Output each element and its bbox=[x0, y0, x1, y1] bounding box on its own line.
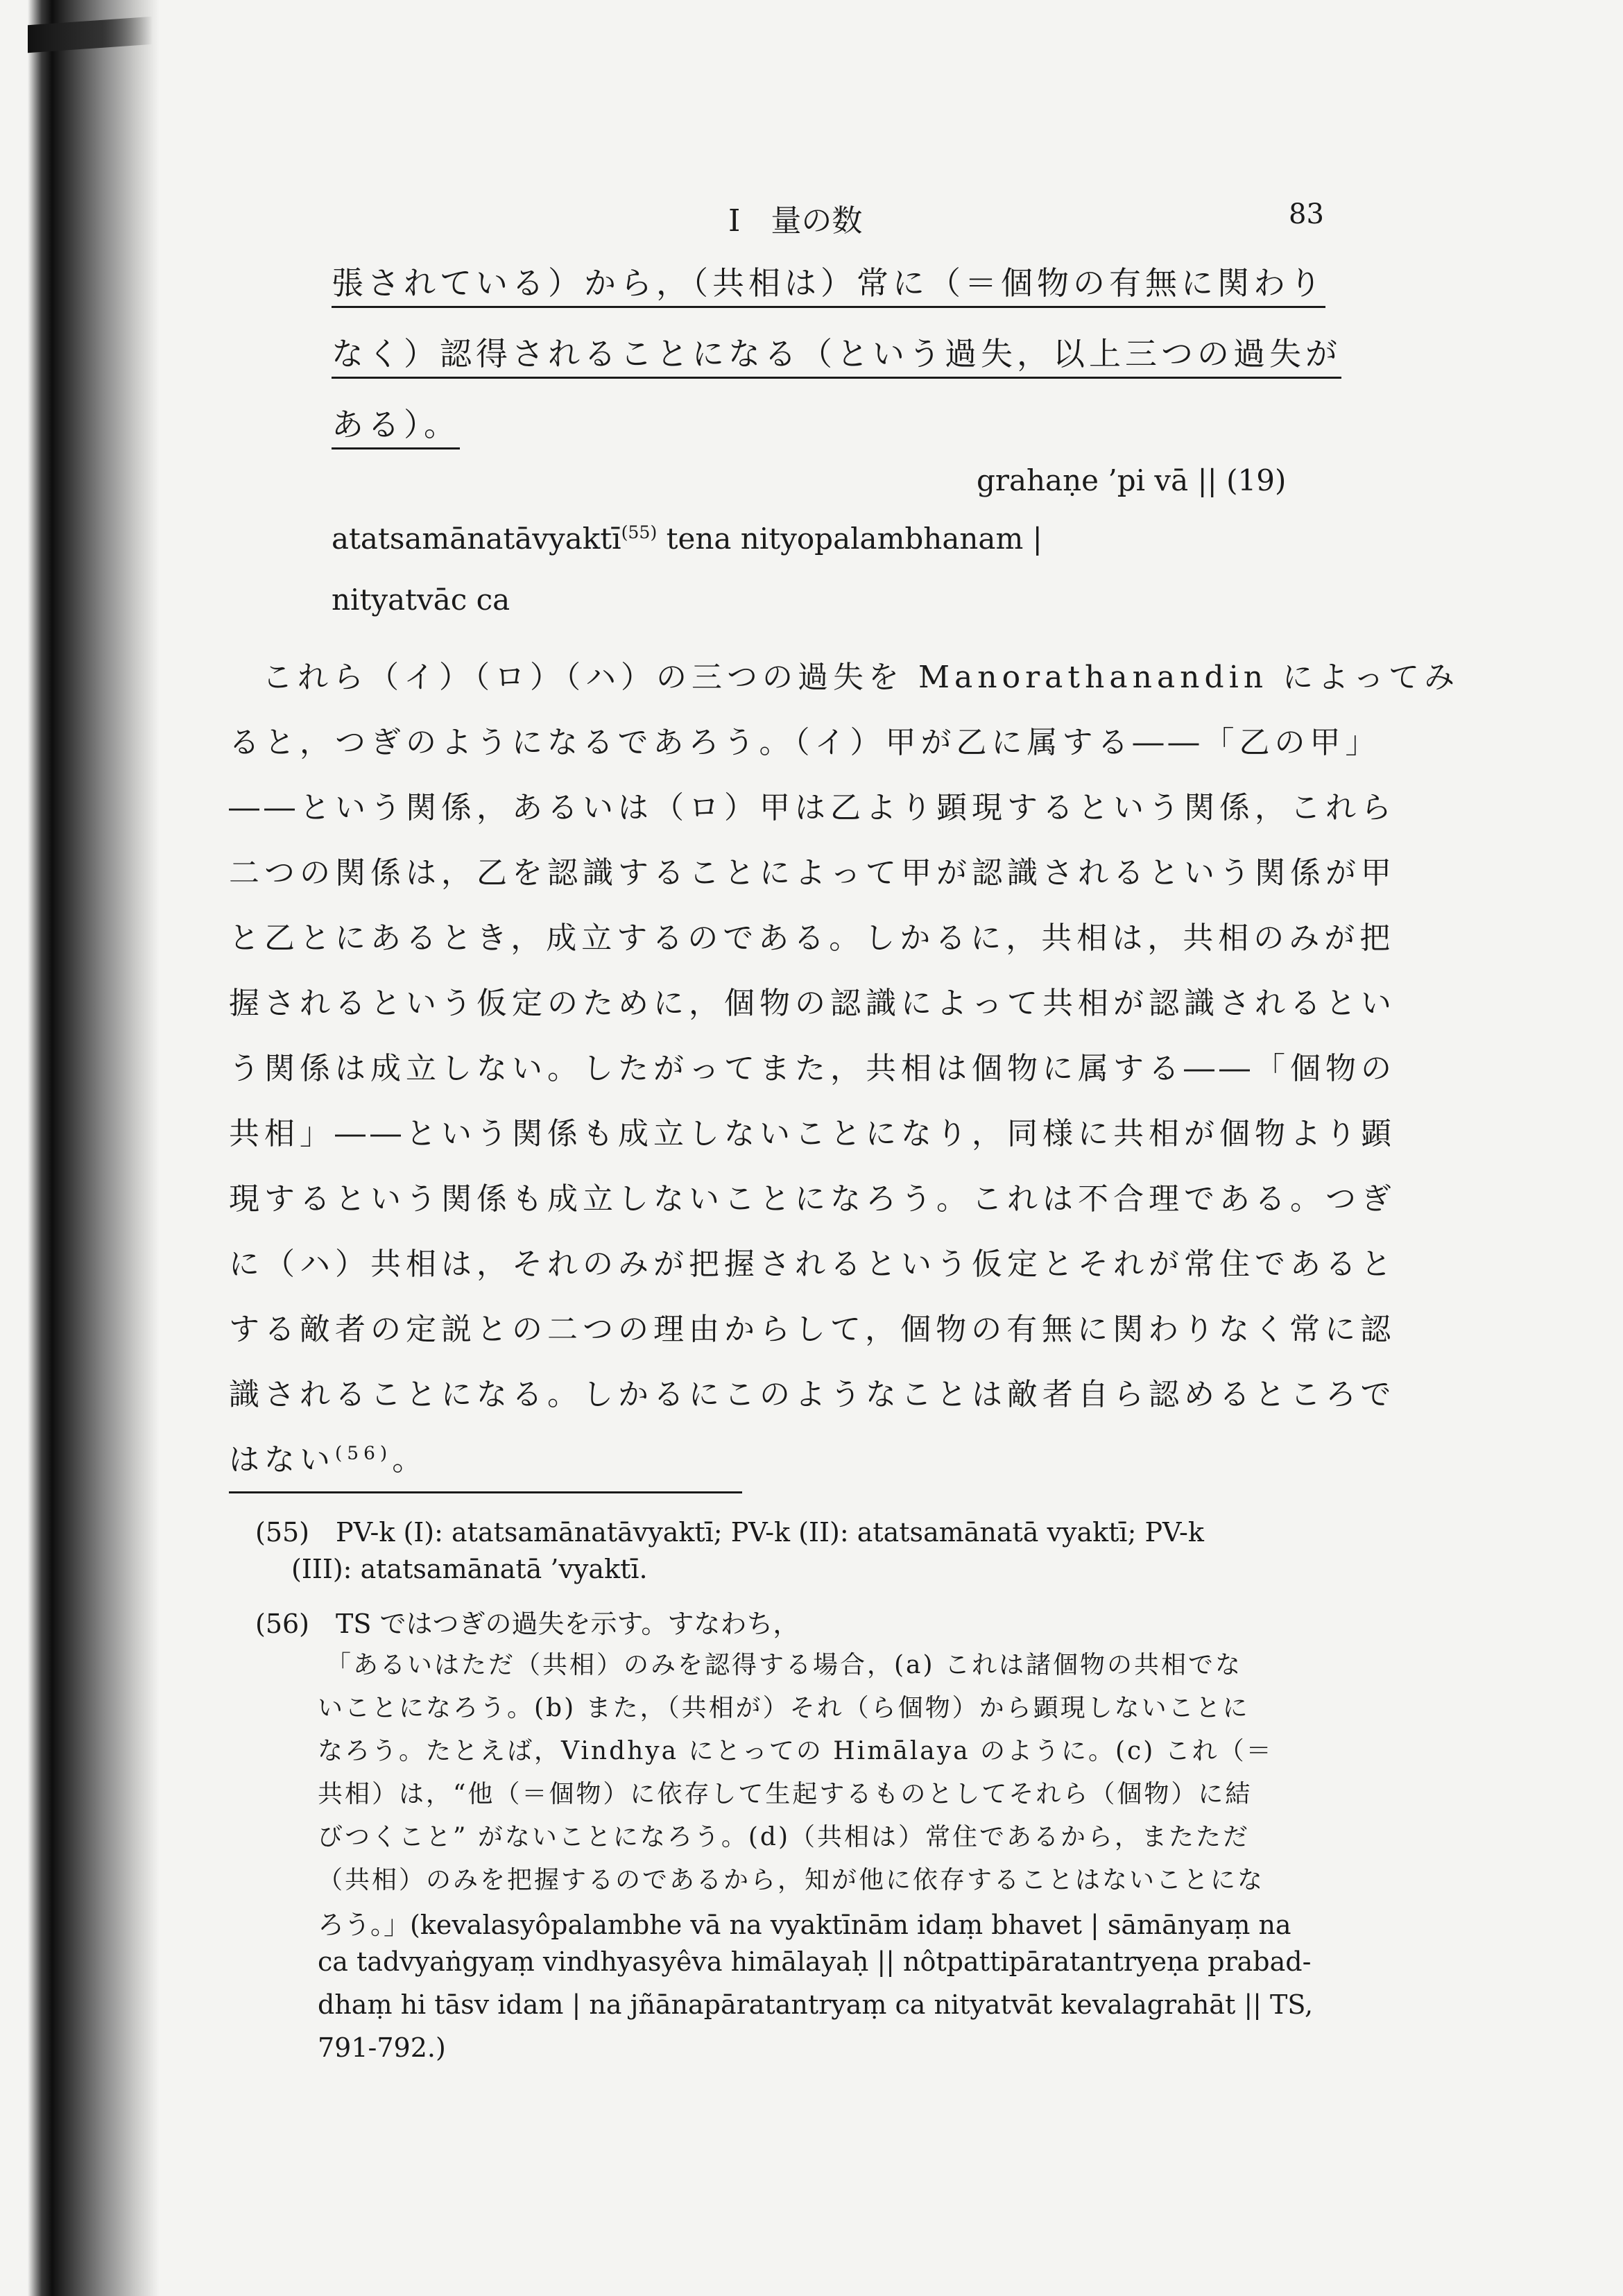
footnote-ref: (56) bbox=[335, 1442, 393, 1464]
body-line: はない$^{(56)}$。 bbox=[229, 1442, 428, 1477]
quote-line: 張されている）から，（共相は）常に（＝個物の有無に関わり bbox=[332, 258, 1325, 304]
body-line: 二つの関係は，乙を認識することによって甲が認識されるという関係が甲 bbox=[229, 855, 1396, 891]
body-line: 握されるという仮定のために，個物の認識によって共相が認識されるとい bbox=[229, 986, 1396, 1021]
verse-line: nityatvāc ca bbox=[332, 583, 510, 617]
body-line: これら（イ）（ロ）（ハ）の三つの過失を Manorathanandin によってみ bbox=[262, 660, 1460, 695]
body-line: ――という関係，あるいは（ロ）甲は乙より顕現するという関係，これら bbox=[229, 790, 1396, 825]
body-line: ると，つぎのようになるであろう。（イ）甲が乙に属する――「乙の甲」 bbox=[229, 725, 1381, 760]
body-line: う関係は成立しない。したがってまた，共相は個物に属する――「個物の bbox=[229, 1051, 1396, 1086]
body-line: 共相」――という関係も成立しないことになり，同様に共相が個物より顕 bbox=[229, 1116, 1396, 1151]
footnote-line: 共相）は，“他（＝個物）に依存して生起するものとしてそれら（個物）に結 bbox=[318, 1780, 1253, 1808]
body-line: する敵者の定説との二つの理由からして，個物の有無に関わりなく常に認 bbox=[229, 1312, 1396, 1347]
book-spine-shadow bbox=[0, 0, 160, 2296]
quote-line: ある）。 bbox=[332, 400, 460, 445]
verse-line: grahaṇe ’pi vā || (19) bbox=[977, 463, 1287, 497]
footnote-line: びつくこと” がないことになろう。(d)（共相は）常住であるから，またただ bbox=[318, 1823, 1250, 1851]
footnote-line: なろう。たとえば，Vindhya にとっての Himālaya のように。(c) これ（＝ bbox=[318, 1737, 1273, 1765]
page-number: 83 bbox=[1289, 198, 1324, 230]
footnote-line: いことになろう。(b) また，（共相が）それ（ら個物）から顕現しないことに bbox=[318, 1694, 1250, 1722]
footnote-line: dhaṃ hi tāsv idam | na jñānapāratantryaṃ ca nityatvāt kevalagrahāt || TS, bbox=[318, 1989, 1314, 2020]
footnote-ref: (55) bbox=[621, 522, 658, 542]
body-line: と乙とにあるとき，成立するのである。しかるに，共相は，共相のみが把 bbox=[229, 920, 1396, 956]
body-line: 現するという関係も成立しないことになろう。これは不合理である。つぎ bbox=[229, 1181, 1396, 1217]
body-line: 識されることになる。しかるにこのようなことは敵者自ら認めるところで bbox=[229, 1377, 1396, 1412]
footnote-56: (56) TS ではつぎの過失を示す。すなわち， bbox=[255, 1609, 800, 1639]
footnote-line: ca tadvyaṅgyaṃ vindhyasyêva himālayaḥ || nôtpattipāratantryeṇa prabad- bbox=[318, 1946, 1312, 1977]
footnote-rule bbox=[229, 1491, 742, 1493]
body-line: に（ハ）共相は，それのみが把握されるという仮定とそれが常住であると bbox=[229, 1246, 1396, 1282]
footnote-line: 「あるいはただ（共相）のみを認得する場合，(a) これは諸個物の共相でな bbox=[326, 1651, 1242, 1679]
running-header: I 量の数 bbox=[728, 203, 863, 239]
footnote-55-cont: (III): atatsamānatā ’vyaktī. bbox=[291, 1554, 648, 1584]
verse-line: atatsamānatāvyaktī$^{(55)}$ tena nityopalambhanam | bbox=[332, 522, 1042, 556]
footnote-line: 791-792.) bbox=[318, 2032, 446, 2063]
footnote-line: （共相）のみを把握するのであるから，知が他に依存することはないことにな bbox=[318, 1866, 1265, 1894]
quote-line: なく）認得されることになる（という過失，以上三つの過失が bbox=[332, 329, 1341, 375]
footnote-55: (55) PV-k (I): atatsamānatāvyaktī; PV-k (II): atatsamānatā vyaktī; PV-k bbox=[255, 1517, 1204, 1548]
footnote-line: ろう。」(kevalasyôpalambhe vā na vyaktīnām idaṃ bhavet | sāmānyaṃ na bbox=[318, 1910, 1291, 1940]
